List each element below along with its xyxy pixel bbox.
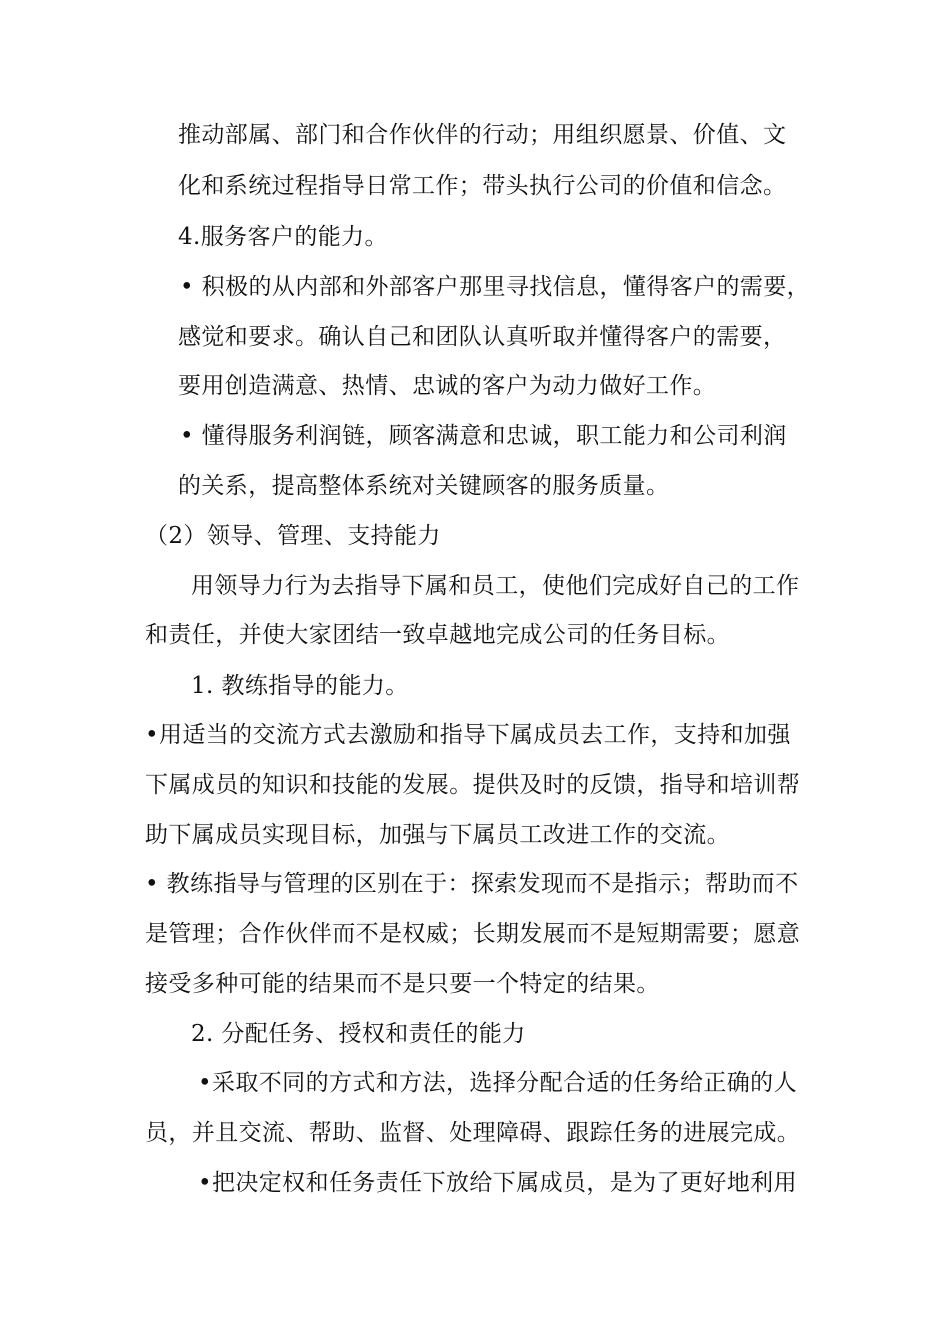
text-line-13: •用适当的交流方式去激励和指导下属成员去工作，支持和加强 bbox=[145, 722, 791, 748]
text-line-9: （2）领导、管理、支持能力 bbox=[145, 523, 441, 549]
text-line-14: 下属成员的知识和技能的发展。提供及时的反馈，指导和培训帮 bbox=[145, 772, 801, 798]
text-line-15: 助下属成员实现目标，加强与下属员工改进工作的交流。 bbox=[145, 822, 730, 848]
text-line-2: 化和系统过程指导日常工作；带头执行公司的价值和信念。 bbox=[178, 173, 787, 199]
text-line-1: 推动部属、部门和合作伙伴的行动；用组织愿景、价值、文 bbox=[178, 122, 787, 148]
text-line-17: 是管理；合作伙伴而不是权威；长期发展而不是短期需要；愿意 bbox=[145, 921, 801, 947]
text-line-6: 要用创造满意、热情、忠诚的客户为动力做好工作。 bbox=[178, 373, 717, 399]
text-line-12: 1. 教练指导的能力。 bbox=[191, 673, 409, 699]
text-line-3: 4.服务客户的能力。 bbox=[178, 224, 388, 250]
text-line-18: 接受多种可能的结果而不是只要一个特定的结果。 bbox=[145, 971, 660, 997]
text-line-4: • 积极的从内部和外部客户那里寻找信息，懂得客户的需要， bbox=[180, 274, 811, 300]
text-line-10: 用领导力行为去指导下属和员工，使他们完成好自己的工作 bbox=[191, 573, 800, 599]
text-line-7: • 懂得服务利润链，顾客满意和忠诚，职工能力和公司利润 bbox=[180, 423, 787, 449]
text-line-5: 感觉和要求。确认自己和团队认真听取并懂得客户的需要， bbox=[178, 324, 787, 350]
text-line-8: 的关系，提高整体系统对关键顾客的服务质量。 bbox=[178, 473, 670, 499]
text-line-22: •把决定权和任务责任下放给下属成员，是为了更好地利用 bbox=[198, 1170, 797, 1196]
text-line-16: • 教练指导与管理的区别在于：探索发现而不是指示；帮助而不 bbox=[145, 871, 799, 897]
text-line-20: •采取不同的方式和方法，选择分配合适的任务给正确的人 bbox=[198, 1070, 797, 1096]
text-line-11: 和责任，并使大家团结一致卓越地完成公司的任务目标。 bbox=[145, 622, 730, 648]
text-line-21: 员，并且交流、帮助、监督、处理障碍、跟踪任务的进展完成。 bbox=[145, 1120, 801, 1146]
text-line-19: 2. 分配任务、授权和责任的能力 bbox=[191, 1021, 526, 1047]
